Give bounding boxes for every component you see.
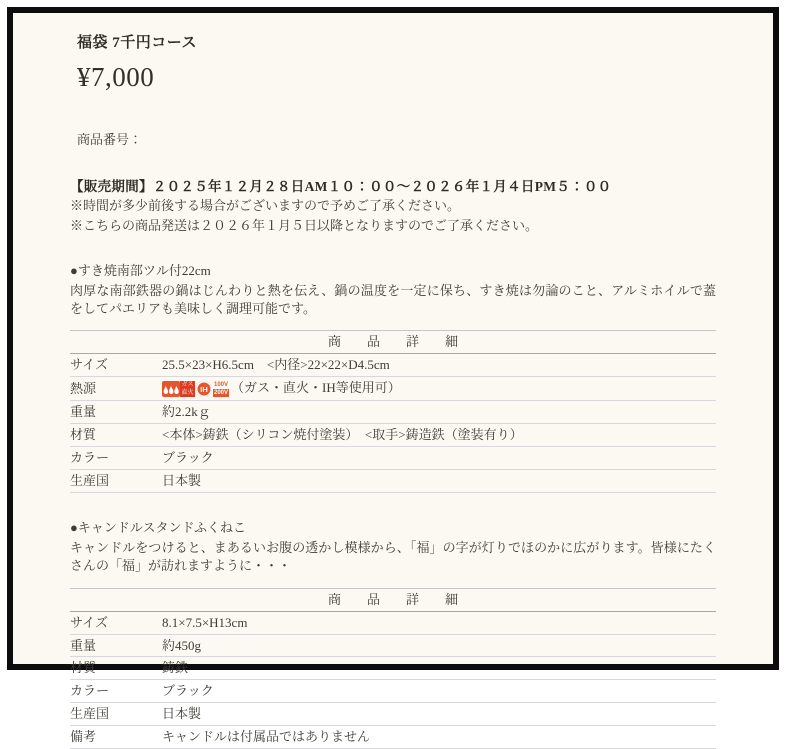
table-header-row [70,331,716,354]
row-label: カラー [70,680,162,703]
table-row [70,611,716,634]
table-row [70,703,716,726]
row-value: 8.1×7.5×H13cm [162,611,716,634]
product-number-label: 商品番号： [77,132,143,147]
table-row [70,377,716,401]
row-value: ブラック [162,447,716,470]
row-label: 備考 [70,726,162,749]
row-label: サイズ [70,354,162,377]
table-row [70,447,716,470]
row-label: 重量 [70,401,162,424]
table-row [70,354,716,377]
product-heading: ●すき焼南部ツル付22cm [70,262,211,278]
sales-note-1: ※時間が多少前後する場合がございますので予めご了承ください。 [70,198,461,213]
page-title: 福袋 7千円コース [77,35,198,51]
heat-source-badge [162,381,229,397]
row-value: 鋳鉄 [162,657,716,680]
row-value: 約2.2kｇ [162,401,716,424]
row-label: 生産国 [70,470,162,493]
row-value: 日本製 [162,470,716,493]
table-row [70,401,716,424]
sales-period: 【販売期間】２０２５年１２月２８日AM１０：００～２０２６年１月４日PM５：００ [70,179,612,194]
row-label: 生産国 [70,703,162,726]
table-row [70,470,716,493]
row-value: ブラック [162,680,716,703]
table-row [70,634,716,657]
product-detail-table [70,330,716,493]
product-price: ¥7,000 [77,62,155,92]
product-section-sukiyaki [70,262,716,493]
row-label: 重量 [70,634,162,657]
row-value: 25.5×23×H6.5cm <内径>22×22×D4.5cm [162,354,716,377]
row-value [162,377,716,401]
product-page [7,7,779,745]
heat-source-text: （ガス・直火・IH等使用可） [231,380,401,396]
row-value: 約450g [162,634,716,657]
product-description: 肉厚な南部鉄器の鍋はじんわりと熱を伝え、鍋の温度を一定に保ち、すき焼は勿論のこと、アルミホイルで蓋をしてパエリアも美味しく調理可能です。 [70,283,716,317]
row-value: <本体>鋳鉄（シリコン焼付塗装） <取手>鋳造鉄（塗装有り） [162,424,716,447]
table-row [70,657,716,680]
table-header-row [70,588,716,611]
product-detail-table [70,588,716,749]
voltage-icon: 100V 200V [214,382,229,397]
row-label: カラー [70,447,162,470]
row-label: サイズ [70,611,162,634]
product-section-candle-stand [70,519,716,749]
sales-note-2: ※こちらの商品発送は２０２６年１月５日以降となりますのでご了承ください。 [70,218,539,234]
table-header-label: 商 品 詳 細 [70,588,716,611]
product-description: キャンドルをつけると、まあるいお腹の透かし模様から、「福」の字が灯りでほのかに広がります。皆様にたくさんの「福」が訪れますように・・・ [70,540,716,574]
gas-flame-icon [162,381,180,397]
row-label: 材質 [70,657,162,680]
row-label: 材質 [70,424,162,447]
product-heading: ●キャンドルスタンドふくねこ [70,520,246,536]
table-row [70,726,716,749]
table-row [70,424,716,447]
ih-icon: IH [196,381,212,397]
gas-direct-fire-icon: ガス 直火 [181,382,194,397]
row-label: 熱源 [70,377,162,401]
row-value: 日本製 [162,703,716,726]
table-row [70,680,716,703]
row-value: キャンドルは付属品ではありません [162,726,716,749]
table-header-label: 商 品 詳 細 [70,331,716,354]
